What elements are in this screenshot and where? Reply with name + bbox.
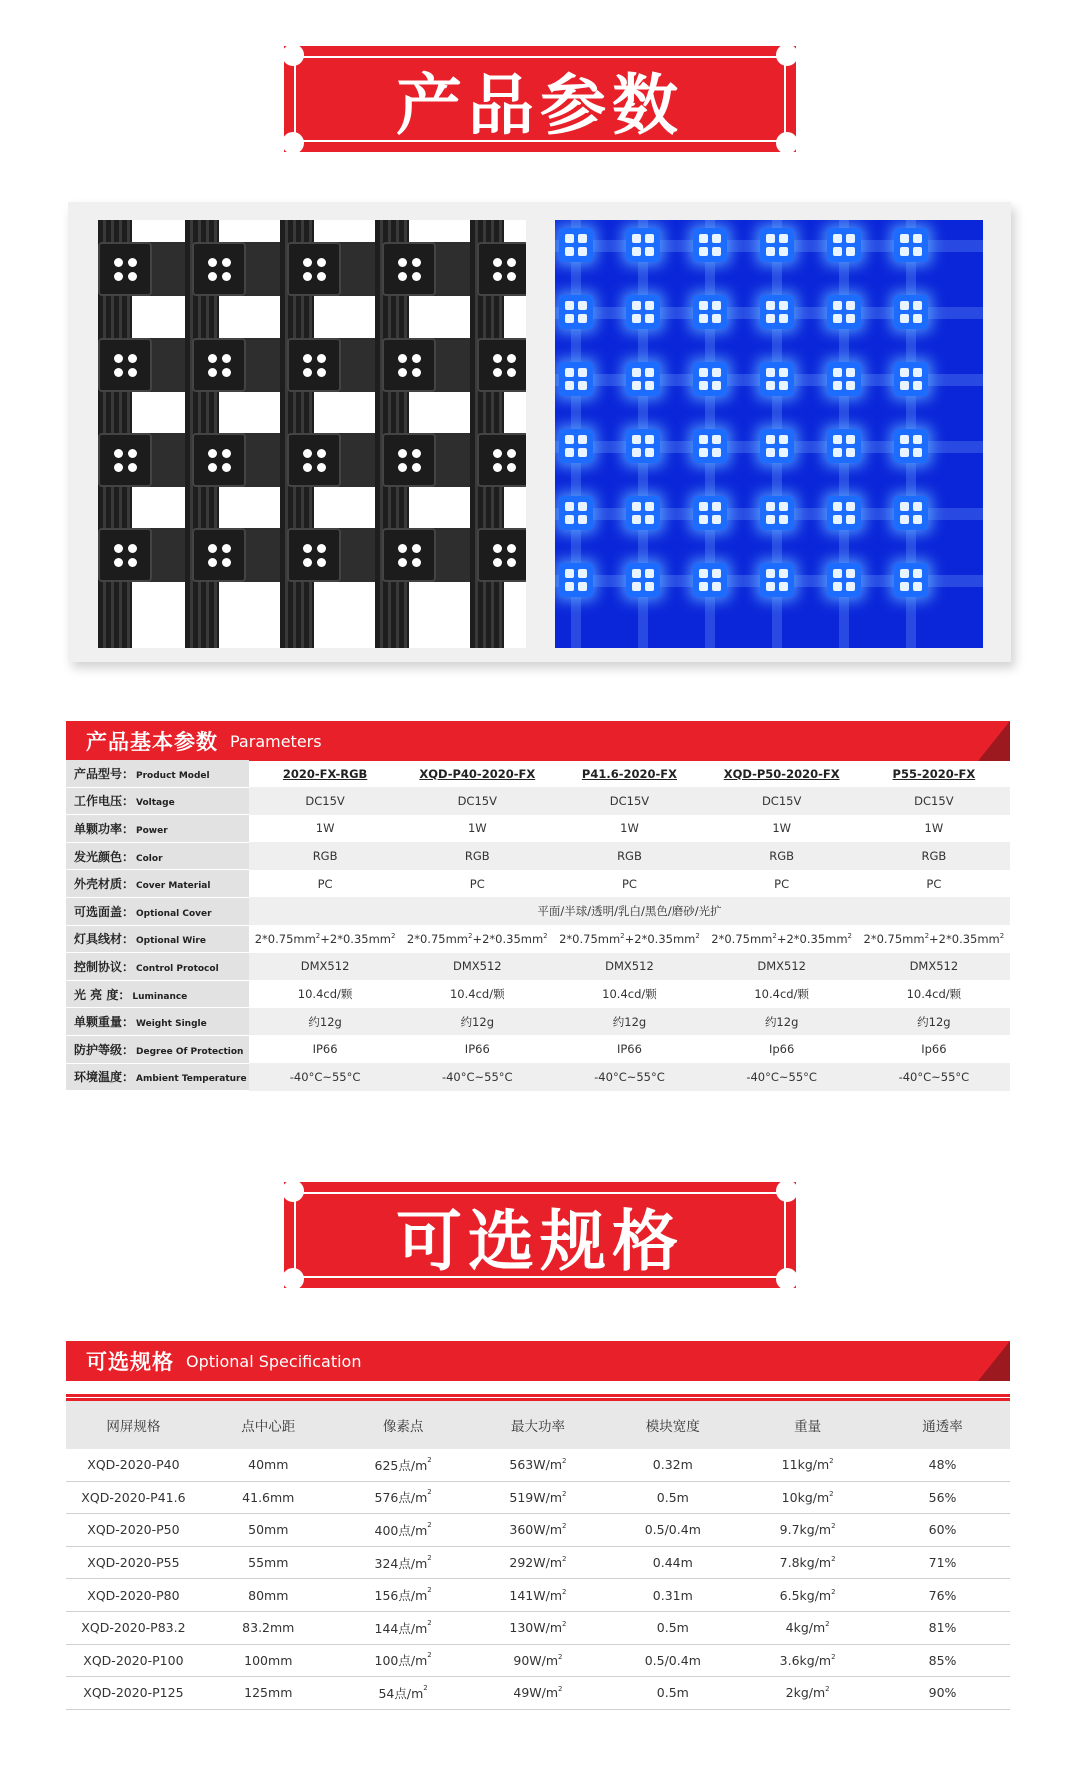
param-row — [66, 760, 1010, 787]
param-value: 10.4cd/颗 — [602, 987, 657, 1002]
spec-row — [66, 1579, 1010, 1612]
param-row — [66, 787, 1010, 815]
spec-cell: $10kg/m^2$ — [740, 1481, 875, 1514]
param-label-en: Optional Wire — [136, 936, 206, 947]
lit-pixel-node — [827, 563, 861, 597]
param-value: -40°C~55°C — [553, 1063, 705, 1091]
spec-cell: $141W/m^2$ — [471, 1579, 606, 1612]
spec-cell: 144点$/m^2$ — [336, 1611, 471, 1644]
param-value: IP66 — [312, 1042, 338, 1057]
pixel-node — [382, 433, 436, 487]
spec-column-header: 模块宽度 — [605, 1400, 740, 1450]
lit-pixel-node — [760, 563, 794, 597]
spec-cell: $360W/m^2$ — [471, 1514, 606, 1547]
param-label — [66, 787, 249, 815]
param-value: DMX512 — [401, 953, 553, 981]
spec-row — [66, 1546, 1010, 1579]
param-label — [66, 815, 249, 843]
spec-cell: 85% — [875, 1644, 1010, 1677]
param-value: RGB — [553, 842, 705, 870]
spec-cell: 0.32m — [605, 1449, 740, 1481]
specs-table — [66, 1398, 1010, 1710]
param-row — [66, 1035, 1010, 1063]
param-label — [66, 953, 249, 981]
param-label — [66, 897, 249, 925]
lit-pixel-node — [894, 295, 928, 329]
spec-cell: $9.7kg/m^2$ — [740, 1514, 875, 1547]
param-row — [66, 953, 1010, 981]
param-value: XQD-P50-2020-FX — [723, 766, 840, 781]
param-label-cn: 光 亮 度： — [74, 987, 131, 1002]
spec-cell: 156点$/m^2$ — [336, 1579, 471, 1612]
param-label-en: Weight Single — [136, 1019, 207, 1030]
spec-row — [66, 1449, 1010, 1481]
pixel-node — [382, 242, 436, 296]
pixel-node — [382, 528, 436, 582]
lit-pixel-node — [559, 362, 593, 396]
param-row — [66, 815, 1010, 843]
param-label — [66, 842, 249, 870]
pixel-node — [287, 242, 341, 296]
lit-pixel-node — [827, 496, 861, 530]
spec-cell: 48% — [875, 1449, 1010, 1481]
lit-pixel-node — [827, 228, 861, 262]
product-photo-unlit — [98, 220, 526, 648]
spec-cell: 76% — [875, 1579, 1010, 1612]
banner-corner — [282, 1180, 304, 1202]
param-value: 1W — [620, 821, 639, 836]
specs-top-rule — [66, 1394, 1010, 1397]
spec-cell: 125mm — [201, 1677, 336, 1710]
pixel-node — [477, 528, 526, 582]
spec-cell: 60% — [875, 1514, 1010, 1547]
param-label — [66, 1063, 249, 1091]
param-value: RGB — [401, 842, 553, 870]
spec-cell: 40mm — [201, 1449, 336, 1481]
param-row — [66, 870, 1010, 898]
spec-cell: 576点$/m^2$ — [336, 1481, 471, 1514]
param-value: 约12g — [706, 1008, 858, 1036]
spec-cell: 625点$/m^2$ — [336, 1449, 471, 1481]
spec-cell: 0.31m — [605, 1579, 740, 1612]
param-label-cn: 灯具线材： — [74, 932, 135, 947]
lit-pixel-node — [894, 563, 928, 597]
banner-title: 可选规格 — [396, 1201, 684, 1280]
lit-pixel-node — [626, 496, 660, 530]
pixel-node — [287, 528, 341, 582]
lit-pixel-node — [693, 228, 727, 262]
param-label-cn: 发光颜色： — [74, 849, 135, 864]
spec-cell: 0.5m — [605, 1481, 740, 1514]
lit-pixel-node — [559, 496, 593, 530]
spec-cell: 83.2mm — [201, 1611, 336, 1644]
spec-cell: 80mm — [201, 1579, 336, 1612]
param-value: $2*0.75mm^2+2*0.35mm^2$ — [406, 931, 548, 946]
param-value: DMX512 — [249, 953, 401, 981]
pixel-node — [192, 242, 246, 296]
spec-cell: XQD-2020-P55 — [66, 1546, 201, 1579]
param-value: 10.4cd/颗 — [906, 987, 962, 1002]
spec-row — [66, 1644, 1010, 1677]
pixel-node — [477, 433, 526, 487]
param-value: DC15V — [858, 787, 1010, 815]
lit-pixel-node — [626, 563, 660, 597]
lit-pixel-node — [559, 429, 593, 463]
spec-cell: $519W/m^2$ — [471, 1481, 606, 1514]
spec-cell: XQD-2020-P83.2 — [66, 1611, 201, 1644]
param-value: -40°C~55°C — [249, 1063, 401, 1091]
spec-cell: 54点$/m^2$ — [336, 1677, 471, 1710]
spec-cell: 100点$/m^2$ — [336, 1644, 471, 1677]
param-value: 10.4cd/颗 — [449, 987, 505, 1002]
param-value: DC15V — [553, 787, 705, 815]
param-label — [66, 760, 249, 787]
product-params-banner — [284, 46, 796, 152]
spec-column-header: 点中心距 — [201, 1400, 336, 1450]
spec-cell: 56% — [875, 1481, 1010, 1514]
param-label-cn: 可选面盖： — [74, 904, 135, 919]
lit-pixel-node — [760, 295, 794, 329]
param-label-en: Luminance — [132, 991, 188, 1002]
spec-cell: 324点$/m^2$ — [336, 1546, 471, 1579]
param-value: Ip66 — [768, 1042, 795, 1057]
banner-title: 产品参数 — [396, 65, 684, 144]
banner-corner — [282, 1268, 304, 1290]
product-photo-frame — [68, 202, 1011, 662]
param-value: P55-2020-FX — [892, 766, 976, 781]
param-value: $2*0.75mm^2+2*0.35mm^2$ — [559, 931, 700, 946]
spec-row — [66, 1611, 1010, 1644]
param-label-cn: 环境温度： — [74, 1070, 135, 1085]
specs-title-en: Optional Specification — [186, 1351, 362, 1371]
param-value: PC — [621, 876, 637, 891]
pixel-node — [287, 433, 341, 487]
spec-cell: XQD-2020-P50 — [66, 1514, 201, 1547]
param-value: 1W — [772, 821, 791, 836]
spec-cell: 90% — [875, 1677, 1010, 1710]
param-value: 约12g — [249, 1008, 401, 1036]
lit-pixel-node — [559, 563, 593, 597]
spec-cell: 0.44m — [605, 1546, 740, 1579]
banner-corner — [776, 44, 798, 66]
specs-title-cn: 可选规格 — [86, 1350, 174, 1374]
lit-pixel-node — [760, 429, 794, 463]
param-value: 10.4cd/颗 — [754, 987, 809, 1002]
param-value: DMX512 — [858, 953, 1010, 981]
param-row — [66, 897, 1010, 925]
param-label-cn: 单颗功率： — [74, 821, 135, 836]
pixel-node — [287, 338, 341, 392]
spec-cell: XQD-2020-P40 — [66, 1449, 201, 1481]
spec-cell: $292W/m^2$ — [471, 1546, 606, 1579]
param-label — [66, 870, 249, 898]
parameters-table — [66, 760, 1010, 1091]
lit-pixel-node — [693, 429, 727, 463]
pixel-node — [192, 528, 246, 582]
param-value: $2*0.75mm^2+2*0.35mm^2$ — [711, 931, 853, 946]
pixel-node — [192, 433, 246, 487]
spec-cell: $11kg/m^2$ — [740, 1449, 875, 1481]
param-value: -40°C~55°C — [706, 1063, 858, 1091]
spec-cell: XQD-2020-P125 — [66, 1677, 201, 1710]
spec-cell: 0.5m — [605, 1677, 740, 1710]
param-value: 1W — [467, 821, 487, 836]
lit-pixel-node — [760, 228, 794, 262]
param-value: DMX512 — [706, 953, 858, 981]
parameters-title-en: Parameters — [230, 731, 322, 751]
param-value: Ip66 — [921, 1042, 947, 1057]
parameters-header — [66, 721, 1010, 761]
param-value: PC — [774, 876, 790, 891]
param-label-en: Power — [136, 825, 168, 836]
lit-pixel-node — [626, 295, 660, 329]
param-value: PC — [317, 876, 333, 891]
param-label-cn: 防护等级： — [74, 1042, 135, 1057]
pixel-node — [382, 338, 436, 392]
lit-pixel-node — [693, 362, 727, 396]
pixel-node — [98, 528, 152, 582]
param-label-cn: 单颗重量： — [74, 1015, 135, 1030]
banner-corner — [282, 132, 304, 154]
lit-pixel-node — [626, 362, 660, 396]
pixel-node — [98, 338, 152, 392]
spec-cell: XQD-2020-P41.6 — [66, 1481, 201, 1514]
spec-cell: 100mm — [201, 1644, 336, 1677]
spec-column-header: 通透率 — [875, 1400, 1010, 1450]
spec-row — [66, 1514, 1010, 1547]
spec-cell: 41.6mm — [201, 1481, 336, 1514]
spec-column-header: 像素点 — [336, 1400, 471, 1450]
param-value: DMX512 — [553, 953, 705, 981]
spec-cell: $7.8kg/m^2$ — [740, 1546, 875, 1579]
param-value: XQD-P40-2020-FX — [419, 766, 536, 781]
param-row — [66, 1063, 1010, 1091]
spec-cell: 0.5/0.4m — [605, 1644, 740, 1677]
spec-column-header: 网屏规格 — [66, 1400, 201, 1450]
param-value: 约12g — [553, 1008, 705, 1036]
lit-pixel-node — [894, 496, 928, 530]
param-label-cn: 控制协议： — [74, 959, 135, 974]
param-value: DC15V — [249, 787, 401, 815]
param-label-en: Degree Of Protection — [136, 1046, 244, 1057]
param-value: PC — [469, 876, 485, 891]
banner-corner — [282, 44, 304, 66]
param-label — [66, 925, 249, 953]
parameters-title-cn: 产品基本参数 — [86, 730, 218, 754]
param-value: $2*0.75mm^2+2*0.35mm^2$ — [863, 931, 1005, 946]
pixel-node — [477, 338, 526, 392]
lit-pixel-node — [693, 496, 727, 530]
lit-pixel-node — [626, 429, 660, 463]
spec-cell: $563W/m^2$ — [471, 1449, 606, 1481]
param-value: RGB — [706, 842, 858, 870]
param-label-en: Color — [136, 853, 163, 864]
param-label — [66, 1008, 249, 1036]
pixel-node — [98, 433, 152, 487]
param-value: 10.4cd/颗 — [297, 987, 353, 1002]
spec-cell: XQD-2020-P80 — [66, 1579, 201, 1612]
spec-column-header: 最大功率 — [471, 1400, 606, 1450]
param-label-en: Voltage — [136, 798, 175, 809]
param-label-en: Cover Material — [136, 881, 211, 892]
param-value: PC — [926, 876, 942, 891]
param-value: IP66 — [616, 1042, 642, 1057]
lit-pixel-node — [894, 429, 928, 463]
pixel-node — [477, 242, 526, 296]
param-label-cn: 产品型号： — [74, 766, 135, 781]
banner-corner — [776, 1268, 798, 1290]
param-label-cn: 工作电压： — [74, 794, 135, 809]
spec-column-header: 重量 — [740, 1400, 875, 1450]
spec-cell: 81% — [875, 1611, 1010, 1644]
spec-cell: $4kg/m^2$ — [740, 1611, 875, 1644]
param-value: 2020-FX-RGB — [282, 766, 368, 781]
lit-pixel-node — [693, 563, 727, 597]
spec-cell: 400点$/m^2$ — [336, 1514, 471, 1547]
param-value: -40°C~55°C — [401, 1063, 553, 1091]
param-value: $2*0.75mm^2+2*0.35mm^2$ — [254, 931, 396, 946]
spec-cell: XQD-2020-P100 — [66, 1644, 201, 1677]
lit-pixel-node — [559, 295, 593, 329]
banner-corner — [776, 1180, 798, 1202]
spec-row — [66, 1677, 1010, 1710]
param-value: 约12g — [858, 1008, 1010, 1036]
lit-pixel-node — [827, 429, 861, 463]
spec-cell: $49W/m^2$ — [471, 1677, 606, 1710]
param-value: 1W — [924, 821, 944, 836]
param-value: RGB — [249, 842, 401, 870]
spec-cell: $130W/m^2$ — [471, 1611, 606, 1644]
param-value: DC15V — [401, 787, 553, 815]
specs-header — [66, 1341, 1010, 1381]
param-value: 平面/半球/透明/乳白/黑色/磨砂/光扩 — [249, 897, 1010, 925]
lit-pixel-node — [760, 496, 794, 530]
pixel-node — [192, 338, 246, 392]
param-value: 1W — [315, 821, 335, 836]
lit-pixel-node — [760, 362, 794, 396]
lit-pixel-node — [559, 228, 593, 262]
param-value: RGB — [858, 842, 1010, 870]
lit-pixel-node — [894, 362, 928, 396]
lit-pixel-node — [827, 295, 861, 329]
pixel-node — [98, 242, 152, 296]
lit-pixel-node — [827, 362, 861, 396]
spec-cell: 71% — [875, 1546, 1010, 1579]
spec-cell: $6.5kg/m^2$ — [740, 1579, 875, 1612]
optional-specs-banner — [284, 1182, 796, 1288]
param-value: DC15V — [706, 787, 858, 815]
param-label-en: Optional Cover — [136, 908, 212, 919]
lit-pixel-node — [626, 228, 660, 262]
spec-cell: 0.5/0.4m — [605, 1514, 740, 1547]
spec-cell: 50mm — [201, 1514, 336, 1547]
product-photo-lit — [555, 220, 983, 648]
spec-cell: 55mm — [201, 1546, 336, 1579]
spec-cell: $3.6kg/m^2$ — [740, 1644, 875, 1677]
param-value: 约12g — [401, 1008, 553, 1036]
param-value: P41.6-2020-FX — [581, 766, 677, 781]
param-label — [66, 980, 249, 1008]
spec-cell: $2kg/m^2$ — [740, 1677, 875, 1710]
lit-pixel-node — [693, 295, 727, 329]
param-row — [66, 842, 1010, 870]
lit-pixel-node — [894, 228, 928, 262]
param-value: IP66 — [464, 1042, 490, 1057]
spec-cell: 0.5m — [605, 1611, 740, 1644]
banner-corner — [776, 132, 798, 154]
param-label-en: Product Model — [136, 770, 210, 781]
param-label — [66, 1035, 249, 1063]
param-row — [66, 980, 1010, 1008]
param-label-en: Ambient Temperature — [136, 1074, 247, 1085]
param-row — [66, 925, 1010, 953]
spec-cell: $90W/m^2$ — [471, 1644, 606, 1677]
param-label-cn: 外壳材质： — [74, 877, 135, 892]
param-value: -40°C~55°C — [858, 1063, 1010, 1091]
param-label-en: Control Protocol — [136, 963, 219, 974]
param-row — [66, 1008, 1010, 1036]
spec-row — [66, 1481, 1010, 1514]
